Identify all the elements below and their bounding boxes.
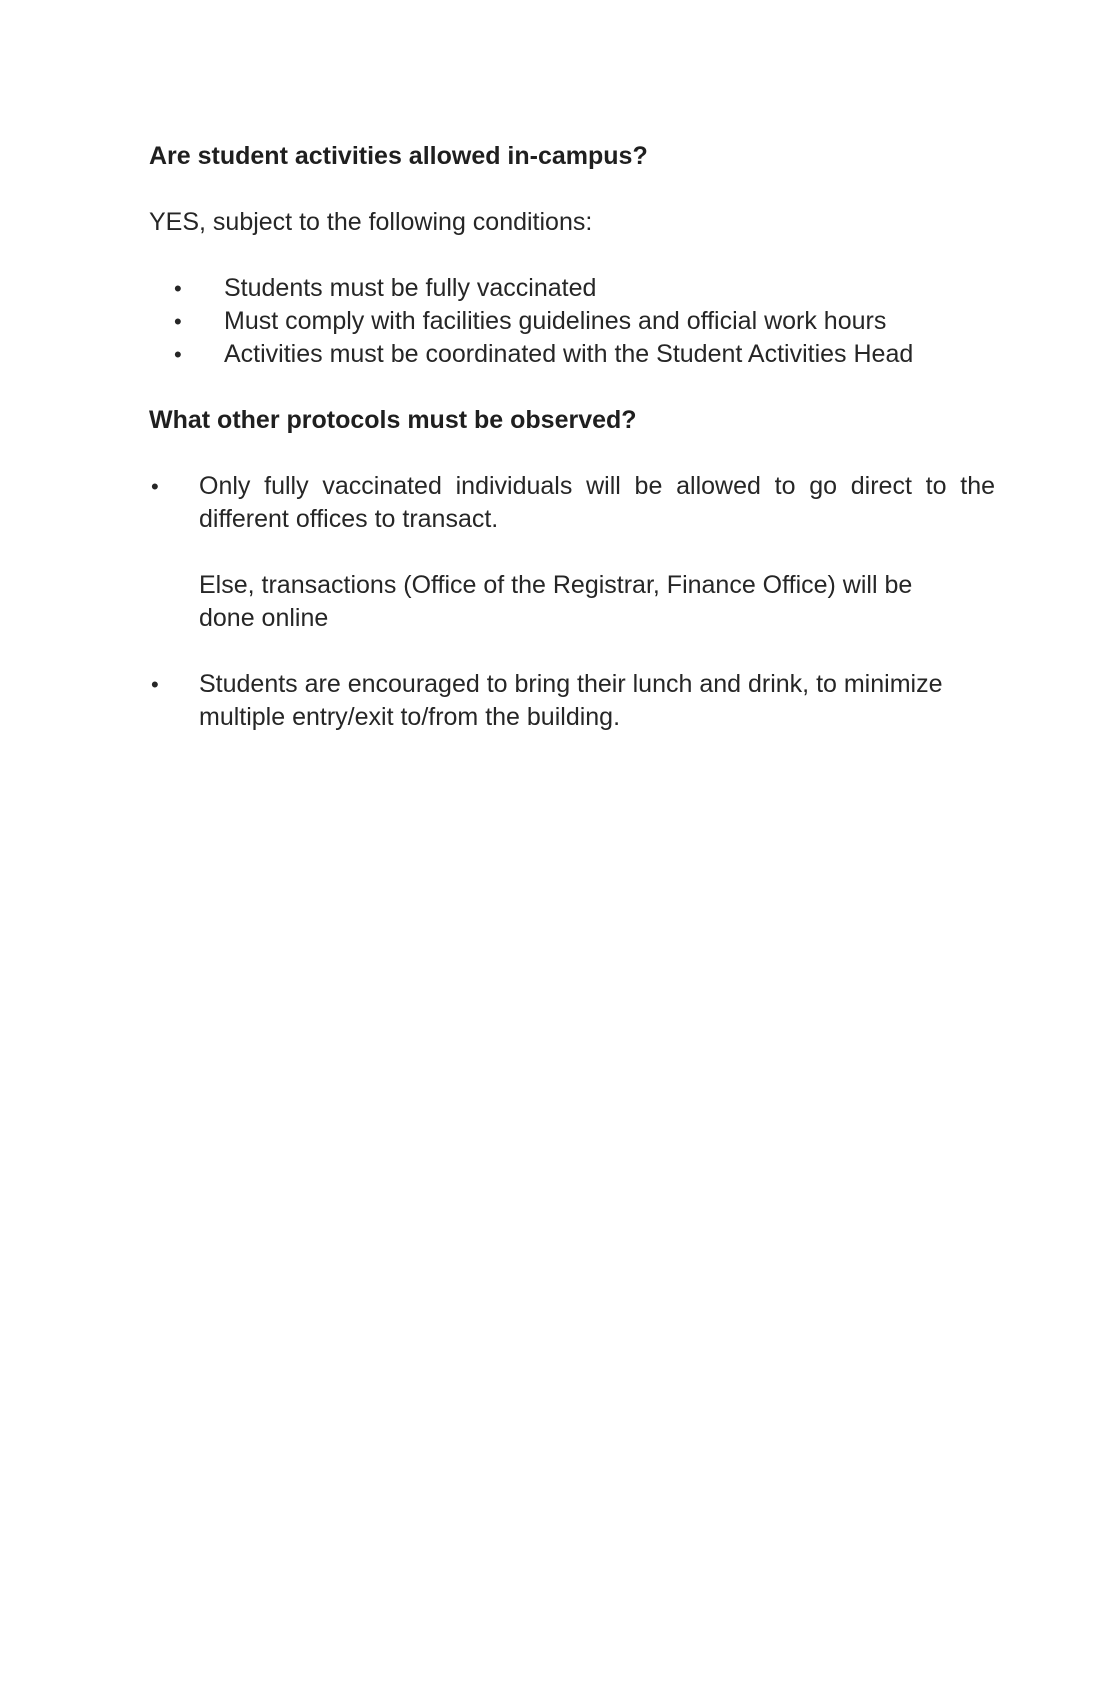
condition-text: Students must be fully vaccinated (224, 274, 597, 302)
bullet-marker: • (174, 276, 182, 301)
condition-text: Must comply with facilities guidelines and official work hours (224, 307, 887, 335)
intro-paragraph: YES, subject to the following conditions: (149, 208, 593, 236)
bullet-marker: • (174, 309, 182, 334)
bullet-marker: • (151, 672, 159, 697)
protocol-note-line: Else, transactions (Office of the Registrar, Finance Office) will be (199, 571, 913, 599)
protocol-text-line: different offices to transact. (199, 505, 499, 533)
protocol-text-line: Students are encouraged to bring their lunch and drink, to minimize (199, 670, 943, 698)
protocol-note-line: done online (199, 604, 329, 632)
bullet-marker: • (151, 474, 159, 499)
protocol-text-line: Only fully vaccinated individuals will be allowed to go direct to the (199, 472, 995, 500)
condition-text: Activities must be coordinated with the Student Activities Head (224, 340, 914, 368)
bullet-marker: • (174, 342, 182, 367)
protocol-text-line: multiple entry/exit to/from the building. (199, 703, 621, 731)
section-heading-protocols: What other protocols must be observed? (149, 406, 637, 434)
section-heading-student-activities: Are student activities allowed in-campus? (149, 142, 648, 170)
